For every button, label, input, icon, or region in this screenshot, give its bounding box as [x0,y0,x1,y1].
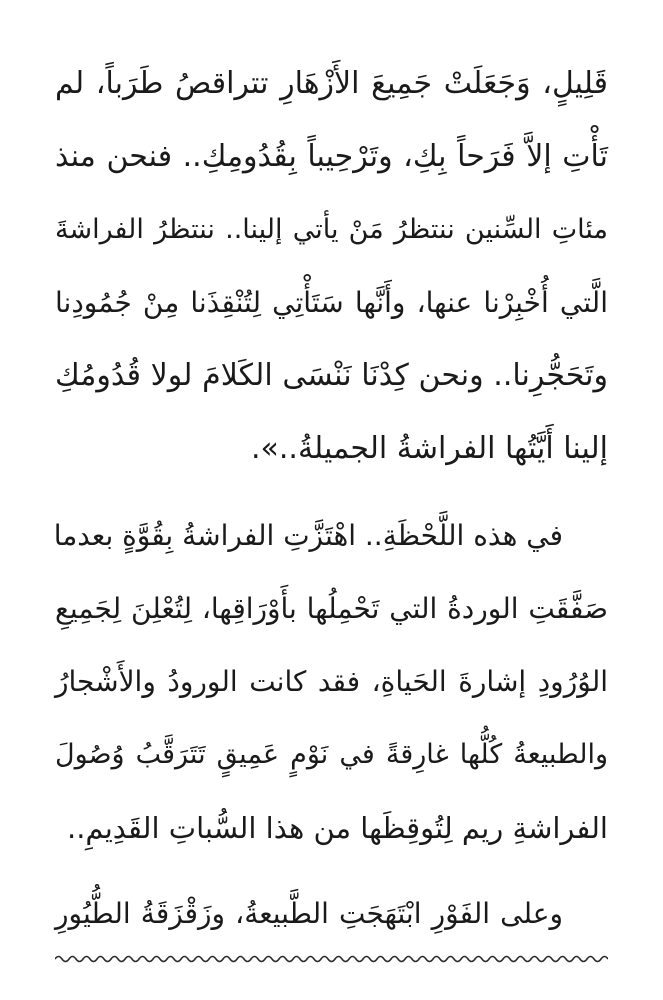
text-line: والطبيعةُ كُلُّها غارِقةً في نَوْمٍ عَمِيقٍ تَتَرَقَّبُ وُصُولَ [55,739,608,770]
text-line: تَأْتِ إلاَّ فَرَحاً بِكِ، وتَرْحِيباً بِقُدُومِكِ.. فنحن منذ [55,139,608,174]
text-line: مئاتِ السِّنين ننتظرُ مَنْ يأتي إلينا.. ننتظرُ الفراشةَ [55,214,608,245]
text-line: صَفَّقَتِ الوردةُ التي تَحْمِلُها بأَوْرَاقِها، لِتُعْلِنَ لِجَمِيعِ [55,592,608,625]
text-line: وتَحَجُّرِنا.. ونحن كِدْنَا نَنْسَى الكَلامَ لولا قُدُومُكِ [55,358,608,393]
text-line: الفراشةِ ريم لِتُوقِظَها من هذا السُّباتِ القَدِيمِ.. [66,811,608,845]
text-line: الوُرُودِ إشارةَ الحَياةِ، فقد كانت الورودُ والأَشْجارُ [55,665,608,698]
text-line: وعلى الفَوْرِ ابْتَهَجَتِ الطَّبيعةُ، وزَقْزَقَةُ الطُّيُورِ [55,897,563,930]
text-line: إلينا أَيَّتُها الفراشةُ الجميلةُ..». [250,431,608,466]
wavy-line [55,957,608,962]
text-line: في هذه اللَّحْظَةِ.. اهْتَزَّتِ الفراشةُ بِقُوَّةٍ بعدما [53,519,563,552]
text-line: الَّتي أُخْبِرْنا عنها، وأَنَّها سَتَأْتِي لِتُنْقِذَنا مِنْ جُمُودِنا [55,286,608,319]
text-line: قَلِيلٍ، وَجَعَلَتْ جَمِيعَ الأَزْهَارِ تتراقصُ طَرَباً، لم [55,66,608,101]
wavy-divider [55,952,608,966]
